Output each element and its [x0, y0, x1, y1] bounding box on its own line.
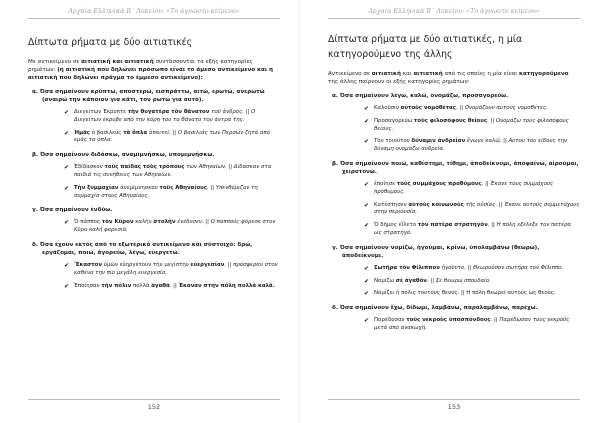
- example-item: [28, 219, 280, 235]
- example-item: [328, 118, 580, 134]
- example-emphasis: τὴν πόλιν: [101, 282, 132, 289]
- example-text: Καλοῦσιν: [374, 105, 401, 111]
- example-emphasis: εὐεργεσίαν: [190, 261, 225, 268]
- intro-text: Αντικείμενο σε: [328, 71, 372, 77]
- checkmark-icon: ✔: [364, 201, 370, 209]
- checkmark-icon: ✔: [364, 117, 370, 125]
- example-text: . || Ονομάζω τους φιλοσόφους θείους.: [374, 117, 569, 132]
- example-text: . || Σε θεωρώ σπουδαίο.: [426, 277, 491, 284]
- example-item: [28, 109, 280, 125]
- example-item: [28, 283, 280, 291]
- checkmark-icon: ✔: [364, 105, 370, 112]
- checkmark-icon: ✔: [64, 282, 70, 290]
- example-text: ἐνέδυσεν. || Ο παππούς φόρεσε στον Κύρο καλή φορεσιά.: [74, 219, 276, 234]
- example-text: ἀνεμίμνησκον: [118, 184, 160, 191]
- intro-note: (η αιτιατική που δηλώνει πρόσωπο είναι το άμεσο αντικείμενο και η αιτιατική που δηλώνει πράγμα το έμμεσο αντικείμενο):: [28, 67, 273, 81]
- example-text: . || πρόσφεραν στον καθένα την πιο μεγάλη ευεργεσία.: [74, 261, 278, 276]
- example-text: Ἐποίησαν: [74, 282, 102, 289]
- example-emphasis: Σωτῆρα τὸν Φίλιππον: [374, 264, 440, 271]
- checkmark-icon: ✔: [364, 222, 370, 230]
- example-emphasis: Ἔκαστον: [74, 261, 103, 268]
- intro-text: και: [401, 71, 414, 77]
- category-heading: α. Όσα σημαίνουν κρύπτω, αποστερώ, εισπράττω, αιτώ, ερωτώ, ανερωτώ (αναιρώ την κάποιον για κάτι, τον ρωτώ για αυτό).: [32, 89, 265, 103]
- checkmark-icon: ✔: [64, 164, 70, 172]
- category-heading: γ. Όσα σημαίνουν νομίζω, ἡγοῦμαι, κρίνω, ὑπολαμβάνω (θεωρώ), ἀποδείκνυμι.: [332, 244, 540, 259]
- checkmark-icon: ✔: [364, 180, 370, 188]
- intro-text: της άλλης παίρνουν οι εξής κατηγορίες ρημάτων:: [328, 79, 470, 85]
- example-emphasis: τοὺς φιλοσόφους θείους: [413, 117, 488, 124]
- example-emphasis: τοὺς Ἀθηναίους: [159, 184, 207, 191]
- example-text: ὁ βασιλεὺς: [90, 129, 124, 136]
- category-heading: δ. Όσα σημαίνουν ἔχω, δίδωμι, λαμβάνω, παραλαμβάνω, παρέχω.: [332, 305, 538, 312]
- checkmark-icon: ✔: [64, 109, 70, 116]
- example-text: ἐποίησε: [374, 180, 397, 187]
- example-emphasis: τὰ ὅπλα: [123, 129, 148, 136]
- example-item: [328, 290, 580, 298]
- section-title: Δίπτωτα ρήματα με δύο αιτιατικές, η μία κατηγορούμενο της άλλης: [328, 34, 523, 60]
- example-text: . || Παρέδωσαν τους νεκρούς μετά από ανακωχή.: [374, 317, 570, 331]
- running-header: Αρχαία Ελληνικά Β΄ Λυκείου: «Το άγνωστο κείμενο»: [28, 8, 280, 19]
- checkmark-icon: ✔: [64, 184, 70, 192]
- checkmark-icon: ✔: [64, 261, 70, 269]
- checkmark-icon: ✔: [364, 138, 370, 146]
- intro-paragraph: [328, 70, 580, 86]
- example-emphasis: αὐτοὺς κοινωνοὺς: [408, 201, 464, 208]
- intro-text: συντάσσονται τα εξής κατηγορίες ρημάτων:: [28, 59, 253, 73]
- example-text: ἔγωγε καλῶ. || Αυτου του είδους την δύναμη ονομάζω ανδρεία.: [374, 138, 568, 153]
- checkmark-icon: ✔: [364, 290, 370, 298]
- category-heading: α. Όσα σημαίνουν λέγω, καλώ, ονομάζω, προσαγορεύω.: [332, 93, 509, 99]
- example-item: [328, 105, 580, 113]
- example-text: ὑμῶν εὐηργέτουν τὴν μεγίστην: [102, 261, 191, 268]
- example-emphasis: τὸν πατέρα στρατηγόν: [417, 222, 488, 229]
- example-text: Παρέδοσαν: [374, 317, 407, 324]
- example-emphasis: Έκαναν στην πόλη πολλά καλά.: [178, 282, 275, 289]
- example-item: [28, 164, 280, 180]
- example-text: τῶν Ἀθηναίων. || Δίδασκαν στα παιδιά τις συνήθειες των Αθηναίων.: [74, 164, 272, 178]
- example-text: Ὁ δῆμος εἵλετο: [374, 222, 418, 229]
- example-text: Τὸν τοιοῦτον: [374, 138, 412, 145]
- example-text: Ὁ πάππος: [74, 219, 102, 226]
- example-emphasis: τοὺς παῖδας τοὺς τρόπους: [104, 164, 185, 171]
- example-item: [328, 278, 580, 286]
- checkmark-icon: ✔: [364, 264, 370, 272]
- example-emphasis: τοὺς νεκροὺς ὑποσπόνδους: [406, 317, 491, 324]
- example-emphasis: τὸν Κῦρον: [101, 219, 134, 226]
- example-emphasis: δύναμιν ἀνδρείαν: [411, 138, 466, 145]
- example-emphasis: τοὺς συμμάχους προθύμους: [396, 180, 482, 187]
- category-heading: β. Όσα σημαίνουν ποιώ, καθίστημι, τίθημι, ἀποδείκνυμι, ἀποφαίνω, αἱροῦμαι, χειροτονῶ.: [332, 160, 579, 175]
- example-text: . || Υπενθύμιζαν τη συμμαχία στους Αθηναίους.: [74, 184, 258, 199]
- example-item: [328, 202, 580, 218]
- example-text: Προσαγορεύω: [374, 117, 414, 124]
- checkmark-icon: ✔: [364, 317, 370, 325]
- example-text: ἡγοῦντο. || Θεωρούσαν σωτήρα τον Φίλιππο.: [439, 264, 564, 271]
- example-emphasis: Τὴν ξυμμαχίαν: [74, 184, 119, 191]
- section-title: Δίπτωτα ρήματα με δύο αιτιατικές: [28, 37, 193, 48]
- example-text: Ἐδίδασκον: [74, 164, 105, 171]
- example-emphasis: Ἡμᾶς: [74, 129, 90, 136]
- intro-emphasis: αιτιατική: [413, 71, 443, 77]
- checkmark-icon: ✔: [64, 219, 70, 227]
- example-emphasis: αὐτοὺς νομοθέτας: [400, 105, 456, 111]
- right-page: [300, 0, 600, 423]
- example-text: . || Έκανε τους συμμάχους πρόθυμους.: [374, 180, 554, 195]
- example-item: [328, 317, 580, 333]
- example-item: [28, 130, 280, 146]
- example-emphasis: ἀγαθά: [151, 282, 170, 289]
- example-emphasis: στολὴν: [153, 219, 176, 226]
- example-text: . || Ονομάζουν αυτούς νομοθέτες.: [455, 105, 548, 111]
- example-item: [328, 138, 580, 154]
- intro-emphasis: αιτιατική: [371, 71, 402, 77]
- example-text: ἀπαιτεῖ. || Ο βασιλιάς των Περσών ζητά από εμάς τα όπλα.: [74, 129, 270, 144]
- example-text: Νομίζει ἡ πόλις τούτους θεούς. || Η πόλη θεωρεί αυτούς ως θεούς.: [374, 290, 556, 297]
- example-text: τοῦ ἀνδρός. || Ο Διεγείτων έκρυβε από την κόρη του το θάνατο του άντρα της.: [74, 109, 256, 123]
- category-heading: δ. Όσα έχουν εκτός από το εξωτερικό αντικείμενο και σύστοιχο: δρώ, εργάζομαι, ποιώ, άγορεύω, λέγω, ευεργετώ.: [32, 241, 253, 256]
- example-text: Διεγείτων Έκρυπτε: [74, 109, 128, 115]
- running-header: Αρχαία Ελληνικά Β΄ Λυκείου: «Το άγνωστο κείμενο»: [328, 8, 580, 19]
- example-emphasis: τὴν θυγατέρα τὸν θάνατον: [127, 109, 210, 115]
- intro-text: από τις οποίες η μία είναι: [442, 71, 519, 77]
- example-text: καλὴν: [133, 219, 154, 226]
- example-item: [328, 222, 580, 238]
- checkmark-icon: ✔: [364, 277, 370, 285]
- intro-text: Με αντικείμενο σε: [28, 59, 82, 65]
- example-item: [328, 265, 580, 273]
- checkmark-icon: ✔: [64, 129, 70, 137]
- example-text: . || Η πόλη εξέλεξε τον πατέρα ως στρατηγό.: [374, 222, 571, 236]
- example-emphasis: σὲ ἀγαθόν: [395, 277, 427, 284]
- category-heading: β. Όσα σημαίνουν διδάσκω, αναμιμνήσκω, υπομιμνήσκω.: [32, 152, 215, 159]
- example-text: Νομίζω: [374, 277, 396, 284]
- intro-emphasis: αιτιατική και αιτιατική: [81, 59, 154, 65]
- intro-emphasis: κατηγορούμενο: [518, 71, 569, 77]
- example-item: [28, 185, 280, 201]
- example-text: Κατέστησεν: [374, 201, 409, 208]
- example-text: . ||: [169, 282, 179, 289]
- page-number: 152: [28, 399, 280, 411]
- intro-paragraph: [28, 58, 280, 82]
- page-number: 153: [328, 399, 580, 411]
- example-text: πολλὰ: [131, 282, 152, 289]
- example-item: [328, 181, 580, 197]
- example-text: τῆς οὐσίας. || Έκανε αυτούς συμμετόχους στην περιουσία.: [374, 201, 580, 216]
- category-heading: γ. Όσα σημαίνουν ένδύω.: [32, 207, 113, 214]
- example-item: [28, 262, 280, 278]
